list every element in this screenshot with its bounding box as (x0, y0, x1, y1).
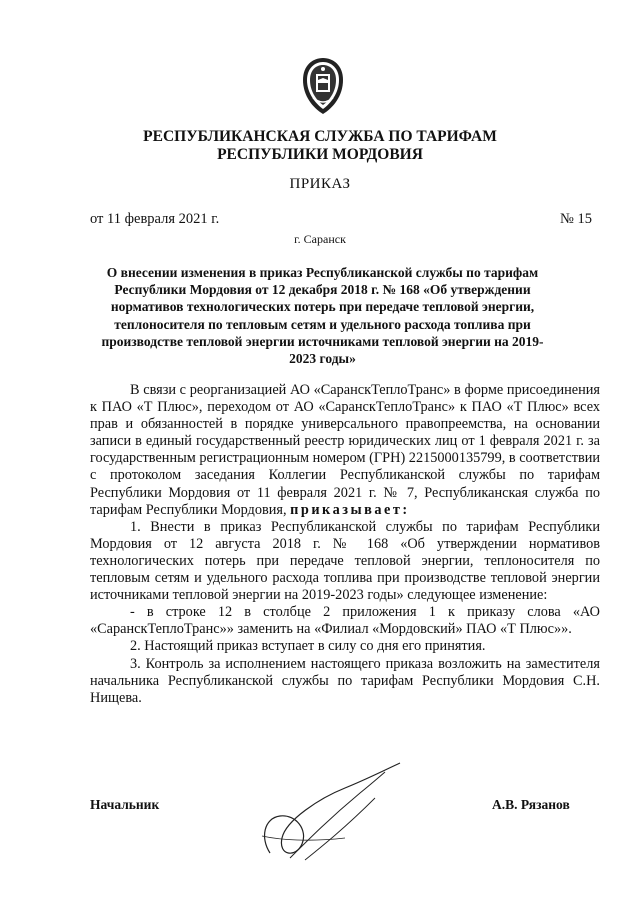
item-2: 2. Настоящий приказ вступает в силу со дня его принятия. (130, 638, 486, 655)
item-1-sub: - в строке 12 в столбце 2 приложения 1 к приказу слова «АО «СаранскТеплоТранс»» заменить на «Филиал «Мордовский» ПАО «Т Плюс»». (90, 604, 600, 638)
signatory-name: А.В. Рязанов (492, 797, 570, 812)
organization-name (0, 128, 640, 164)
document-date: от 11 февраля 2021 г. (90, 211, 220, 227)
preamble-text: В связи с реорганизацией АО «СаранскТеплоТранс» в форме присоединения к ПАО «Т Плюс», переходом от АО «СаранскТеплоТранс» к ПАО «Т Плюс» всех прав и обязанностей в порядке универсального правопреемства, на основании записи в единый государственный реестр юридических лиц от 1 февраля 2021 г. за государственным регистрационным номером (ГРН) 2215000135799, в соответствии с протоколом заседания Коллегии Республиканской службы по тарифам Республики Мордовия от 11 февраля 2021 г. № 7, Республиканская служба по тарифам Республики Мордовия, (90, 382, 600, 518)
document-body (90, 382, 600, 707)
document-type: ПРИКАЗ (289, 176, 351, 192)
signatory-role: Начальник (90, 797, 160, 812)
handwritten-signature (250, 758, 410, 873)
document-number: № 15 (560, 211, 592, 227)
coat-of-arms-emblem (299, 56, 347, 116)
document-subject: О внесении изменения в приказ Республиканской службы по тарифам Республики Мордовия от 12 декабря 2018 г. № 168 «Об утверждении нормативов технологических потерь при передаче тепловой энергии, теплоносителя по тепловым сетям и удельного расхода топлива при производстве тепловой энергии источниками тепловой энергии на 2019-2023 годы» (101, 265, 544, 367)
preamble-paragraph (90, 382, 600, 519)
organization-name-line1: РЕСПУБЛИКАНСКАЯ СЛУЖБА ПО ТАРИФАМ (143, 128, 497, 145)
document-city: г. Саранск (294, 232, 346, 246)
item-1: 1. Внести в приказ Республиканской службы по тарифам Республики Мордовия от 12 августа 2018 г. № 168 «Об утверждении нормативов технологических потерь при передаче тепловой энергии, теплоносителя по тепловым сетям и удельного расхода топлива при производстве тепловой энергии источниками тепловой энергии на 2019-2023 годы» следующее изменение: (90, 518, 600, 604)
order-word: приказывает: (290, 501, 410, 518)
item-3: 3. Контроль за исполнением настоящего приказа возложить на заместителя начальника Республиканской службы по тарифам Республики Мордовия С.Н. Нищева. (90, 655, 600, 706)
organization-name-line2: РЕСПУБЛИКИ МОРДОВИЯ (217, 146, 423, 163)
